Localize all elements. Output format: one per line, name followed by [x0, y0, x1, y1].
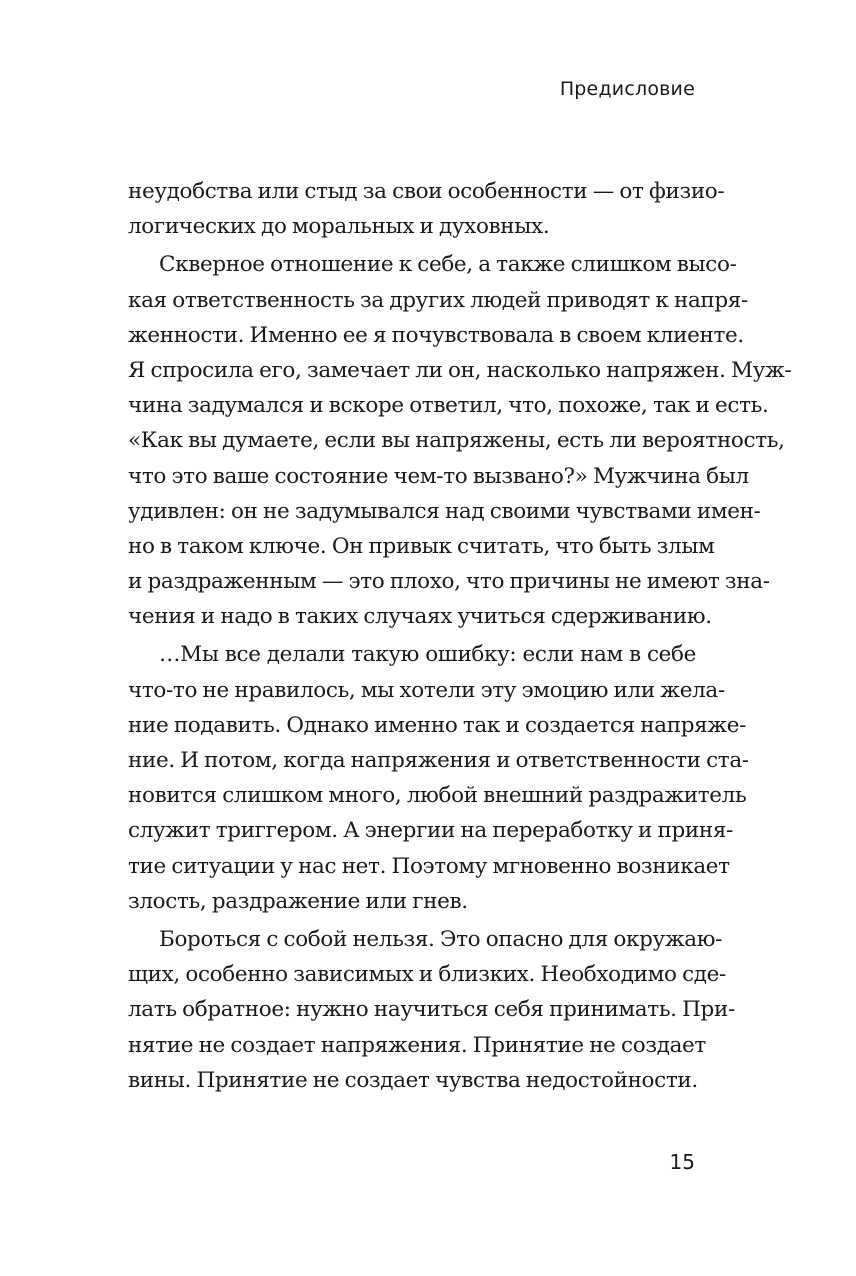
- running-header: Предисловие: [559, 78, 695, 100]
- text-line: новится слишком много, любой внешний раздражитель: [128, 783, 747, 809]
- text-line: ние подавить. Однако именно так и создается напряже-: [128, 712, 747, 738]
- text-line: женности. Именно ее я почувствовала в своем клиенте.: [128, 322, 744, 348]
- text-line: ние. И потом, когда напряжения и ответственности ста-: [128, 748, 749, 773]
- text-line: кая ответственность за других людей приводят к напря-: [128, 287, 748, 313]
- text-line: нятие не создает напряжения. Принятие не создает: [128, 1032, 706, 1058]
- text-line: Я спросила его, замечает ли он, насколько напряжен. Муж-: [128, 357, 792, 383]
- text-line: служит триггером. А энергии на переработку и приня-: [128, 818, 733, 844]
- page-number: 15: [669, 1150, 695, 1174]
- text-line: вины. Принятие не создает чувства недостойности.: [128, 1067, 698, 1093]
- text-line: неудобства или стыд за свои особенности — от физио-: [128, 179, 725, 204]
- text-line: логических до моральных и духовных.: [128, 214, 550, 240]
- paragraph: [128, 247, 792, 634]
- text-line: чина задумался и вскоре ответил, что, похоже, так и есть.: [128, 393, 769, 419]
- text-line: щих, особенно зависимых и близких. Необходимо сде-: [128, 962, 726, 988]
- text-line: и раздраженным — это плохо, что причины не имеют зна-: [128, 569, 770, 595]
- text-line: но в таком ключе. Он привык считать, что быть злым: [128, 533, 715, 559]
- text-line: злость, раздражение или гнев.: [128, 888, 468, 914]
- paragraph: [128, 174, 725, 244]
- text-line: что это ваше состояние чем-то вызвано?» Мужчина был: [128, 463, 749, 489]
- paragraph: [128, 637, 749, 919]
- text-line: лать обратное: нужно научиться себя принимать. При-: [128, 997, 735, 1023]
- text-line: что-то не нравилось, мы хотели эту эмоцию или жела-: [128, 677, 725, 703]
- text-line: Бороться с собой нельзя. Это опасно для окружаю-: [159, 926, 723, 952]
- text-line: чения и надо в таких случаях учиться сдерживанию.: [128, 604, 712, 630]
- text-line: «Как вы думаете, если вы напряжены, есть ли вероятность,: [128, 428, 785, 454]
- text-line: тие ситуации у нас нет. Поэтому мгновенно возникает: [128, 853, 730, 879]
- text-line: Скверное отношение к себе, а также слишком высо-: [159, 252, 737, 278]
- paragraph: [128, 922, 735, 1098]
- text-line: …Мы все делали такую ошибку: если нам в себе: [159, 642, 696, 668]
- body-text: [128, 174, 792, 1098]
- text-line: удивлен: он не задумывался над своими чувствами имен-: [128, 498, 761, 524]
